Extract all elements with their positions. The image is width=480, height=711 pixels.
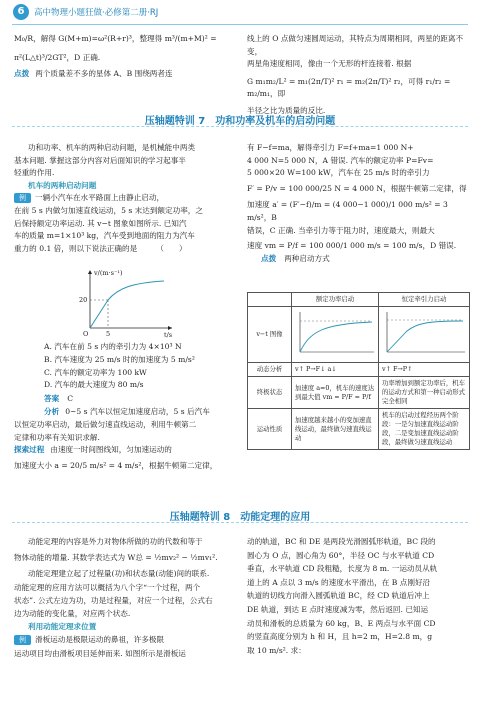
text-line: 边为动能的变化量，对应两个状态. (14, 609, 131, 619)
section8-right-column (247, 535, 470, 657)
table-cell (292, 307, 379, 363)
text-line: 物体动能的增量. 其数学表达式为 W总 = ½mv₂² − ½mv₁². (14, 553, 218, 563)
text-line: π²(L△t)³/2GT²，D 正确. (14, 52, 101, 62)
x-axis-label: t/s (164, 331, 173, 338)
section7-left-column (14, 142, 240, 255)
example-line: 后保持额定功率运动. 其 v−t 图象如图所示. 已知汽 (14, 218, 187, 228)
example-tag: 例 (14, 635, 31, 645)
solution-line: 4 000 N=5 000 N，A 错误. 汽车的额定功率 P=Fv= (247, 155, 434, 165)
analysis-line: 定律和功率有关知识求解. (14, 432, 100, 442)
option-d: D. 汽车的最大速度为 80 m/s (44, 380, 144, 390)
row-header: 运动性质 (248, 409, 292, 450)
answer-analysis (44, 393, 240, 418)
text-line: 取 10 m/s². 求： (247, 645, 306, 655)
startup-comparison-table (247, 292, 470, 450)
row-header: 终极状态 (248, 377, 292, 409)
answer-value: C (67, 394, 73, 403)
table-corner (248, 293, 292, 307)
intro-line: 功和功率、机车的两种启动问题，是机械能中两类 (28, 143, 196, 152)
example-line: 重力的 0.1 倍，则以下说法正确的是 （ ） (14, 243, 187, 253)
analysis-text: 0~5 s 汽车以恒定加速度启动，5 s 后汽车 (65, 406, 210, 416)
table-header: 恒定牵引力启动 (379, 293, 470, 307)
solution-line: 错误，C 正确. 当牵引力等于阻力时，速度最大，则最大 (247, 225, 435, 235)
text-line: 动能定理建立起了过程量(功)和状态量(动能)间的联系. (28, 569, 210, 579)
option-a: A. 汽车在前 5 s 内的牵引力为 4×10³ N (44, 342, 182, 351)
solution-line: 5 000×20 W=100 kW，汽车在 25 m/s 时的牵引力 (247, 168, 430, 178)
section7-right-column (247, 142, 470, 265)
analysis-line (44, 406, 240, 419)
section-banner (0, 508, 480, 523)
y-tick-label: 20 (79, 296, 88, 304)
row-header: 动态分析 (248, 363, 292, 377)
x-tick-label: 5 (106, 330, 111, 338)
table-cell: 加速度越来越小的变加速直线运动，最终做匀速直线运动 (292, 409, 379, 450)
answer-line (44, 393, 240, 406)
text-line: 轨道的切线方向滑入圆弧轨道 BC，经 CD 轨道后冲上 (247, 591, 430, 601)
x-axis-arrow (168, 326, 172, 330)
table-header: 额定功率启动 (292, 293, 379, 307)
section-banner (0, 112, 480, 127)
analysis-label: 分析 (44, 406, 60, 416)
text-line: 半径之比为质量的反比. (247, 105, 326, 115)
text-line: 圆心为 O 点，圆心角为 60°，半径 OC 与水平轨道 CD (247, 550, 435, 560)
subheading: 机车的两种启动问题 (28, 180, 97, 190)
example-line (14, 633, 240, 646)
solution-line: 速度 vm = P/f = 100 000/1 000 m/s = 100 m/s，D 错误. (247, 241, 457, 251)
table-cell (379, 307, 470, 363)
velocity-curve (90, 281, 164, 328)
text-line: 两星角速度相同，像由一个无形的杆连接着. 根据 (247, 59, 412, 69)
explore-label: 探索过程 (14, 445, 45, 455)
table-cell: 机车的启动过程经历两个阶段：一是匀加速直线运动阶段，二是变加速直线运动阶段，最终做匀速直线运动 (379, 409, 470, 450)
example-line (14, 192, 240, 205)
table-cell: 功率增加到额定功率后，机车的运动方式和第一种启动形式完全相同 (379, 377, 470, 409)
page-number: 6 (13, 4, 29, 20)
table-row (248, 363, 470, 377)
point-label: 点拨 (14, 69, 30, 79)
table-row (248, 377, 470, 409)
top-left-column (14, 33, 239, 81)
y-axis-label: v/(m·s⁻¹) (94, 269, 123, 277)
text-line: M₀/R，解得 G(M+m)=ω²(R+r)³，整理得 m³/(m+M)² = (14, 34, 217, 43)
table-row (248, 409, 470, 450)
intro-line: 基本问题. 掌握这部分内容对后面知识的学习起事半 (14, 155, 186, 165)
point-note (14, 68, 239, 81)
solution-line: F′ = P/v = 100 000/25 N = 4 000 N，根据牛顿第二定律，得 (247, 183, 467, 193)
point-text: 两个质量差不多的星体 A、B 围绕两者连 (35, 69, 173, 79)
example-line: 在前 5 s 内做匀加速直线运动，5 s 末达到额定功率，之 (14, 205, 203, 215)
intro-line: 轻重的作用. (14, 168, 55, 178)
text-line: DE 轨道，到达 E 点时速度减为零，然后返回. 已知运 (247, 604, 429, 614)
explore-line: 加速度大小 a = 20/5 m/s² = 4 m/s²，根据牛顿第二定律， (14, 460, 218, 470)
text-line: 动的轨道，BC 和 DE 是两段光滑圆弧形轨道，BC 段的 (247, 537, 436, 546)
page-header (0, 0, 480, 26)
text-line: 状态”. 公式左边为功，功是过程量，对应一个过程，公式右 (14, 595, 213, 605)
example-text: 滑板运动是极限运动的鼻祖，许多极限 (35, 635, 165, 645)
table-cell: v↑ F→P↑ (379, 363, 470, 377)
top-right-column (247, 33, 470, 118)
rated-power-vt-image (294, 309, 376, 357)
y-axis-arrow (88, 270, 92, 274)
table-cell: 加速度 a=0，机车的速度达到最大值 vm = P/F = P/f (292, 377, 379, 409)
text-line: 动能定理的内容是外力对物体所做的功的代数和等于 (28, 537, 203, 546)
subheading: 利用动能定理求位置 (28, 622, 97, 632)
section8-left-column (14, 535, 240, 660)
text-line: 垂直，水平轨道 CD 段粗糙，长度为 8 m. 一运动员从轨 (247, 564, 438, 574)
example-line: 车的质量 m=1×10³ kg，汽车受到地面的阻力为汽车 (14, 231, 195, 241)
example-line: 运动项目均由滑板项目延伸而来. 如图所示是滑板运 (14, 648, 186, 658)
text-line: 的竖直高度分别为 h 和 H，且 h=2 m，H=2.8 m，g (247, 632, 433, 642)
section-title: 压轴题特训 8 动能定理的应用 (169, 512, 311, 523)
explore-line (14, 444, 240, 457)
vt-graph (60, 266, 180, 338)
text-line: 道上的 A 点以 3 m/s 的速度水平滑出，在 B 点刚好沿 (247, 577, 431, 587)
text-line: G m₁m₂/L² = m₁(2π/T)² r₁ = m₂(2π/T)² r₂，可得 r₁/r₂ = m₂/m₁，即 (247, 76, 451, 99)
banner-divider (12, 126, 468, 127)
table-cell: v↑ P→F↓ a↓ (292, 363, 379, 377)
text-line: 动能定理的应用方法可以概括为八个字“一个过程，两个 (14, 582, 201, 592)
header-divider (12, 24, 468, 25)
banner-divider (12, 522, 468, 523)
row-header: v−t 图像 (248, 307, 292, 363)
text-line: 线上的 O 点做匀速圆周运动，其特点为周期相同，两星的距离不变， (247, 34, 464, 56)
text-line: 动员和滑板的总质量为 60 kg，B、E 两点与水平面 CD (247, 618, 436, 628)
example-tag: 例 (14, 193, 31, 203)
answer-label: 答案 (44, 394, 60, 403)
table-row (248, 293, 470, 307)
section-title: 压轴题特训 7 功和功率及机车的启动问题 (144, 116, 336, 127)
solution-line: 加速度 a′ = (F′−f)/m = (4 000−1 000)/1 000 m/s² = 3 m/s²，B (247, 200, 448, 222)
answer-options (44, 341, 240, 392)
analysis-continued (14, 419, 240, 472)
point-note (247, 253, 470, 266)
book-title: 高中物理小题狂做·必修第二册·RJ (34, 8, 159, 18)
origin-label: O (83, 330, 89, 338)
explore-text: 由速度一时间图线知，匀加速运动的 (50, 445, 172, 455)
example-text: 一辆小汽车在水平路面上由静止启动， (35, 193, 165, 203)
point-text: 两种启动方式 (284, 253, 330, 263)
constant-force-vt-image (381, 309, 467, 357)
analysis-line: 以恒定功率启动，最后做匀速直线运动，利用牛顿第二 (14, 420, 197, 429)
option-b: B. 汽车速度为 25 m/s 时的加速度为 5 m/s² (44, 354, 195, 364)
solution-line: 有 F−f=ma，解得牵引力 F=f+ma=1 000 N+ (247, 143, 414, 152)
table-row (248, 307, 470, 363)
point-label: 点拨 (261, 253, 277, 263)
option-c: C. 汽车的额定功率为 100 kW (44, 367, 147, 377)
